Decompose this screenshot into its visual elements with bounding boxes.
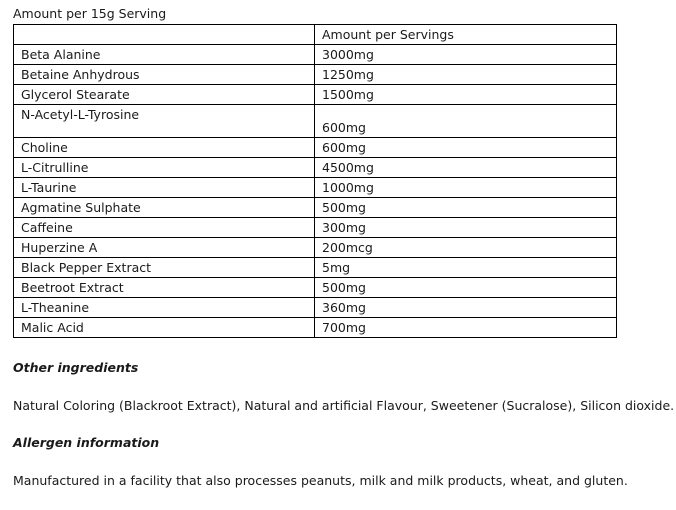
ingredient-amount: 360mg <box>315 298 617 318</box>
table-row <box>14 45 617 65</box>
table-row <box>14 85 617 105</box>
table-row <box>14 105 617 138</box>
table-row <box>14 198 617 218</box>
serving-heading: Amount per 15g Serving <box>13 6 167 21</box>
ingredient-name: Huperzine A <box>14 238 315 258</box>
ingredient-name: Beta Alanine <box>14 45 315 65</box>
ingredient-name: Betaine Anhydrous <box>14 65 315 85</box>
ingredient-amount: 300mg <box>315 218 617 238</box>
ingredient-amount: 3000mg <box>315 45 617 65</box>
ingredient-amount: 200mcg <box>315 238 617 258</box>
ingredient-amount: 600mg <box>315 138 617 158</box>
ingredient-amount: 1000mg <box>315 178 617 198</box>
ingredient-name: L-Taurine <box>14 178 315 198</box>
ingredient-name: Malic Acid <box>14 318 315 338</box>
ingredient-amount: 1250mg <box>315 65 617 85</box>
ingredient-name: Black Pepper Extract <box>14 258 315 278</box>
ingredient-name: L-Theanine <box>14 298 315 318</box>
allergen-heading: Allergen information <box>13 435 160 450</box>
ingredient-amount: 500mg <box>315 198 617 218</box>
ingredient-name: Glycerol Stearate <box>14 85 315 105</box>
table-row <box>14 278 617 298</box>
table-header-blank <box>14 25 315 45</box>
ingredient-name: L-Citrulline <box>14 158 315 178</box>
other-ingredients-text: Natural Coloring (Blackroot Extract), Natural and artificial Flavour, Sweetener (Sucralose), Silicon dioxide. <box>13 398 675 413</box>
ingredient-name: Caffeine <box>14 218 315 238</box>
nutrition-table <box>13 24 617 338</box>
allergen-text: Manufactured in a facility that also processes peanuts, milk and milk products, wheat, and gluten. <box>13 473 628 488</box>
table-row <box>14 178 617 198</box>
other-ingredients-heading: Other ingredients <box>13 360 139 375</box>
ingredient-name: Agmatine Sulphate <box>14 198 315 218</box>
table-row <box>14 258 617 278</box>
ingredient-name: Choline <box>14 138 315 158</box>
table-row <box>14 138 617 158</box>
table-column-header: Amount per Servings <box>315 25 617 45</box>
table-row <box>14 238 617 258</box>
ingredient-name: Beetroot Extract <box>14 278 315 298</box>
ingredient-name: N-Acetyl-L-Tyrosine <box>14 105 315 138</box>
table-row <box>14 65 617 85</box>
ingredient-amount: 600mg <box>315 105 617 138</box>
ingredient-amount: 5mg <box>315 258 617 278</box>
ingredient-amount: 4500mg <box>315 158 617 178</box>
ingredient-amount: 700mg <box>315 318 617 338</box>
table-header-row <box>14 25 617 45</box>
table-row <box>14 158 617 178</box>
table-row <box>14 318 617 338</box>
table-row <box>14 218 617 238</box>
ingredient-amount: 1500mg <box>315 85 617 105</box>
table-row <box>14 298 617 318</box>
ingredient-amount: 500mg <box>315 278 617 298</box>
